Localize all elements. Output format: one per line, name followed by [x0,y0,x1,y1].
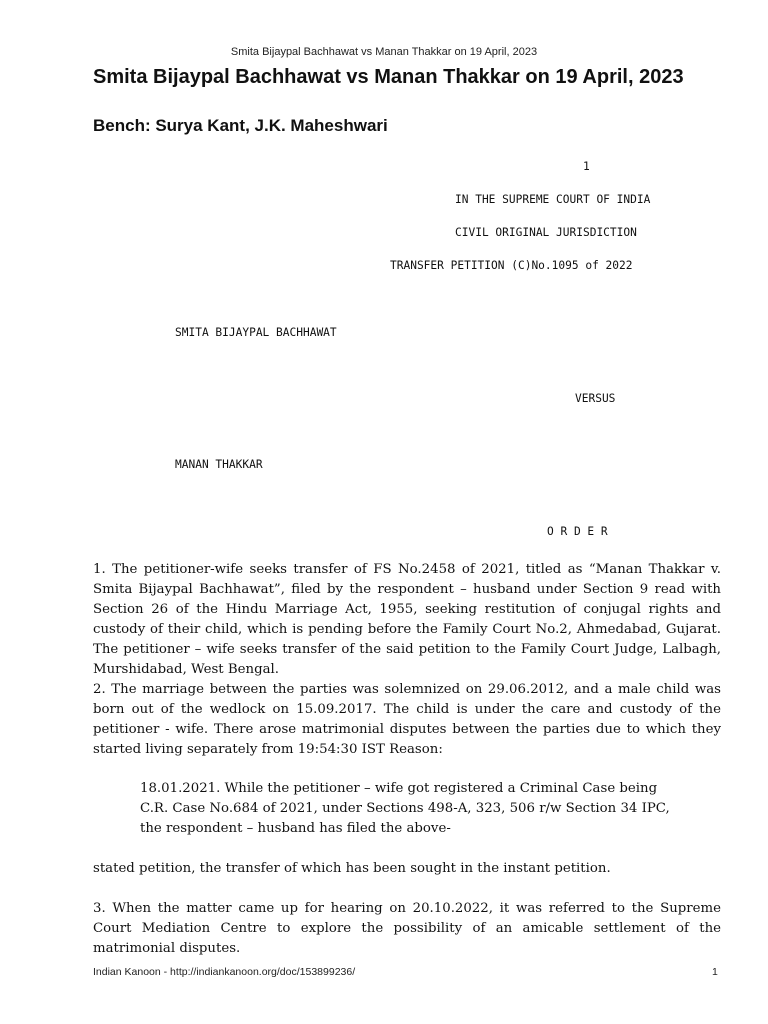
caption-page-number: 1 [583,160,590,173]
caption-petitioner: SMITA BIJAYPAL BACHHAWAT [175,326,337,339]
document-title: Smita Bijaypal Bachhawat vs Manan Thakkar on 19 April, 2023 [93,66,684,88]
paragraph-2-indented: 18.01.2021. While the petitioner – wife got registered a Criminal Case being C.R. Case No.684 of 2021, under Sections 498-A, 323, 506 r/w Section 34 IPC, the respondent – husband has filed the above- [140,781,670,836]
caption-court: IN THE SUPREME COURT OF INDIA [455,193,651,206]
bench-line: Bench: Surya Kant, J.K. Maheshwari [93,116,388,135]
caption-jurisdiction: CIVIL ORIGINAL JURISDICTION [455,226,637,239]
paragraph-3: 3. When the matter came up for hearing on 20.10.2022, it was referred to the Supreme Court Mediation Centre to explore the possibility of an amicable settlement of the matrimonial disputes. [93,901,721,956]
caption-petition-number: TRANSFER PETITION (C)No.1095 of 2022 [390,259,633,272]
running-header: Smita Bijaypal Bachhawat vs Manan Thakkar on 19 April, 2023 [230,46,538,58]
footer-page-number: 1 [712,966,718,978]
paragraph-2-continued: stated petition, the transfer of which has been sought in the instant petition. [93,861,611,876]
caption-respondent: MANAN THAKKAR [175,458,263,471]
paragraph-1: 1. The petitioner-wife seeks transfer of FS No.2458 of 2021, titled as “Manan Thakkar v. Smita Bijaypal Bachhawat”, filed by the respondent – husband under Section 9 read with Section 26 of the Hindu Marriage Act, 1955, seeking restitution of conjugal rights and custody of their child, which is pending before the Family Court No.2, Ahmedabad, Gujarat. The petitioner – wife seeks transfer of the said petition to the Family Court Judge, Lalbagh, Murshidabad, West Bengal. [93,562,721,677]
paragraph-2: 2. The marriage between the parties was solemnized on 29.06.2012, and a male child was born out of the wedlock on 15.09.2017. The child is under the care and custody of the petitioner - wife. There arose matrimonial disputes between the parties due to which they started living separately from 19:54:30 IST Reason: [93,682,721,757]
caption-versus: VERSUS [575,392,616,405]
order-heading: O R D E R [547,525,608,538]
footer-source-link[interactable]: Indian Kanoon - http://indiankanoon.org/doc/153899236/ [93,966,356,978]
